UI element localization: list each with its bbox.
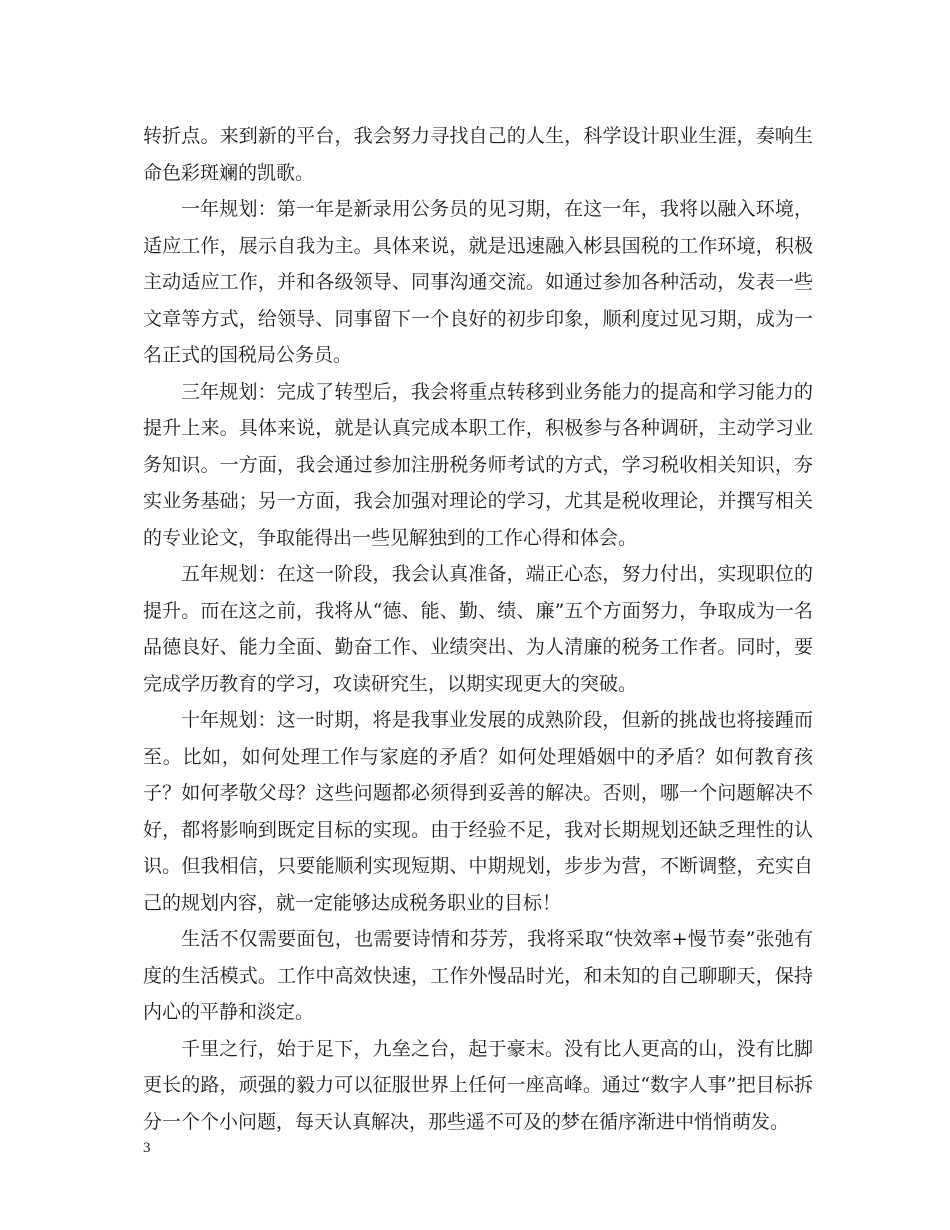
paragraph-one-year-plan: 一年规划：第一年是新录用公务员的见习期，在这一年，我将以融入环境，适应工作，展示自我为主。具体来说，就是迅速融入彬县国税的工作环境，积极主动适应工作，并和各级领导、同事沟通交流。如通过参加各种活动，发表一些文章等方式，给领导、同事留下一个良好的初步印象，顺利度过见习期，成为一名正式的国税局公务员。 <box>143 198 813 366</box>
document-body <box>143 118 813 1140</box>
paragraph-continuation: 转折点。来到新的平台，我会努力寻找自己的人生，科学设计职业生涯，奏响生命色彩斑斓的凯歌。 <box>143 125 813 184</box>
paragraph-conclusion: 千里之行，始于足下，九垒之台，起于豪末。没有比人更高的山，没有比脚更长的路，顽强的毅力可以征服世界上任何一座高峰。通过“数字人事”把目标拆分一个个小问题，每天认真解决，那些遥不可及的梦在循序渐进中悄悄萌发。 <box>143 1037 813 1133</box>
page-number: 3 <box>143 1140 151 1156</box>
paragraph-three-year-plan: 三年规划：完成了转型后，我会将重点转移到业务能力的提高和学习能力的提升上来。具体来说，就是认真完成本职工作，积极参与各种调研，主动学习业务知识。一方面，我会通过参加注册税务师考试的方式，学习税收相关知识，夯实业务基础；另一方面，我会加强对理论的学习，尤其是税收理论，并撰写相关的专业论文，争取能得出一些见解独到的工作心得和体会。 <box>143 380 813 549</box>
paragraph-ten-year-plan: 十年规划：这一时期，将是我事业发展的成熟阶段，但新的挑战也将接踵而至。比如，如何处理工作与家庭的矛盾？如何处理婚姻中的矛盾？如何教育孩子？如何孝敬父母？这些问题都必须得到妥善的解决。否则，哪一个问题解决不好，都将影响到既定目标的实现。由于经验不足，我对长期规划还缺乏理性的认识。但我相信，只要能顺利实现短期、中期规划，步步为营，不断调整，充实自己的规划内容，就一定能够达成税务职业的目标！ <box>143 709 813 914</box>
paragraph-life-mode: 生活不仅需要面包，也需要诗情和芬芳，我将采取“快效率+慢节奏”张弛有度的生活模式。工作中高效快速，工作外慢品时光，和未知的自己聊聊天，保持内心的平静和淡定。 <box>143 928 813 1023</box>
paragraph-five-year-plan: 五年规划：在这一阶段，我会认真准备，端正心态，努力付出，实现职位的提升。而在这之前，我将从“德、能、勤、绩、廉”五个方面努力，争取成为一名品德良好、能力全面、勤奋工作、业绩突出、为人清廉的税务工作者。同时，要完成学历教育的学习，攻读研究生，以期实现更大的突破。 <box>143 563 813 695</box>
